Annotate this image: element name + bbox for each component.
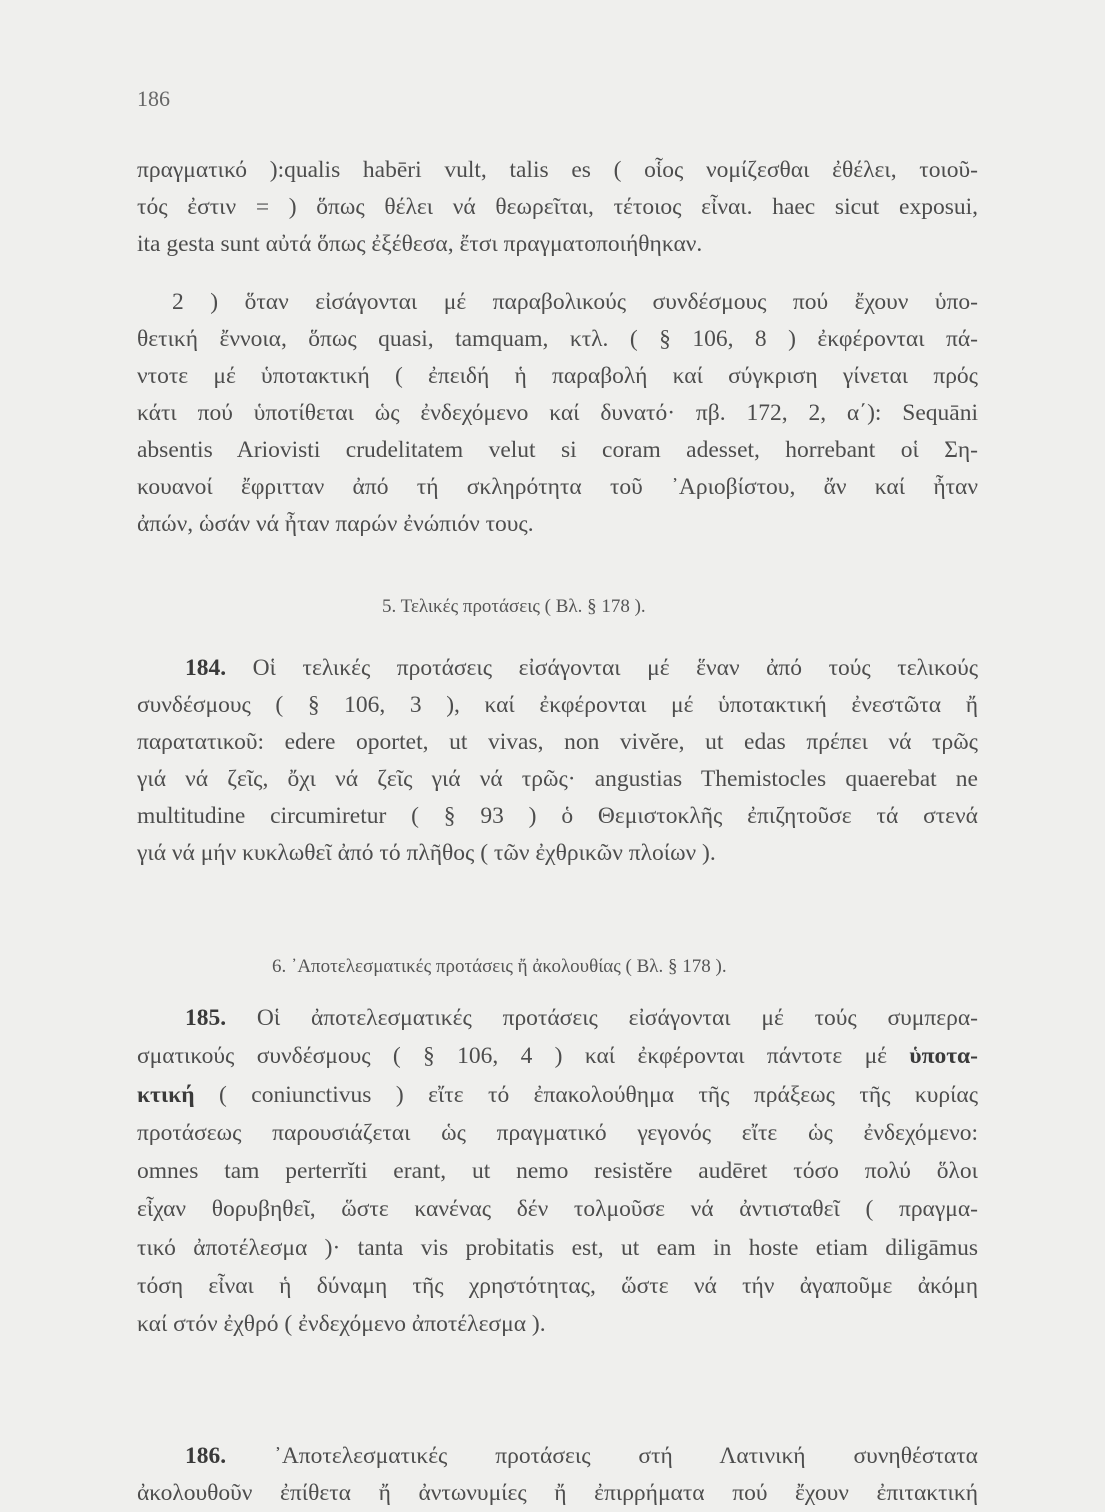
- paragraph-186: [137, 1438, 978, 1512]
- text-line: γιά νά ζεῖς, ὄχι νά ζεῖς γιά νά τρῶς· angustias Themistocles quaerebat ne: [137, 766, 978, 792]
- text-span: σματικούς συνδέσμους ( § 106, 4 ) καί ἐκφέρονται πάντοτε μέ: [137, 1043, 888, 1070]
- paragraph-number: 186.: [185, 1443, 227, 1469]
- paragraph-185: [137, 999, 978, 1344]
- text-line: ἀπών, ὡσάν νά ἦταν παρών ἐνώπιόν τους.: [137, 511, 534, 537]
- text-line: τικό ἀποτέλεσμα )· tanta vis probitatis est, ut eam in hoste etiam diligāmus: [137, 1234, 978, 1261]
- text-line: γιά νά μήν κυκλωθεῖ ἀπό τό πλῆθος ( τῶν ἐχθρικῶν πλοίων ).: [137, 840, 716, 866]
- text-line: [137, 999, 978, 1037]
- text-line: κάτι πού ὑποτίθεται ὡς ἐνδεχόμενο καί δυνατό· πβ. 172, 2, α΄): Sequāni: [137, 400, 978, 426]
- text-line: [137, 1037, 978, 1075]
- text-line: παρατατικοῦ: edere oportet, ut vivas, non vivĕre, ut edas πρέπει νά τρῶς: [137, 729, 978, 755]
- text-line: omnes tam perterrĭti erant, ut nemo resistĕre audēret τόσο πολύ ὅλοι: [137, 1158, 978, 1185]
- text-span: Οἱ ἀποτελεσματικές προτάσεις εἰσάγονται μέ τούς συμπερα-: [256, 1005, 979, 1031]
- text-line: προτάσεως παρουσιάζεται ὡς πραγματικό γεγονός εἴτε ὡς ἐνδεχόμενο:: [137, 1119, 978, 1146]
- text-line: εἶχαν θορυβηθεῖ, ὥστε κανένας δέν τολμοῦσε νά ἀντισταθεῖ ( πραγμα-: [137, 1196, 978, 1223]
- text-line: 2 ) ὅταν εἰσάγονται μέ παραβολικούς συνδέσμους πού ἔχουν ὑπο-: [172, 289, 978, 315]
- text-line: τόση εἶναι ἡ δύναμη τῆς χρηστότητας, ὥστε νά τήν ἀγαποῦμε ἀκόμη: [137, 1273, 978, 1300]
- text-line: [137, 650, 978, 687]
- paragraph-number: 185.: [185, 1005, 227, 1031]
- text-span: ( coniunctivus ) εἴτε τό ἐπακολούθημα τῆς πράξεως τῆς κυρίας: [219, 1081, 979, 1108]
- text-line: ita gesta sunt αὐτά ὅπως ἐξέθεσα, ἔτσι πραγματοποιήθηκαν.: [137, 231, 703, 257]
- paragraph-point-2: [137, 284, 978, 543]
- text-span: ᾿Αποτελεσματικές προτάσεις στή Λατινική συνηθέστατα: [274, 1443, 978, 1469]
- text-line: multitudine circumiretur ( § 93 ) ὁ Θεμιστοκλῆς ἐπιζητοῦσε τά στενά: [137, 803, 978, 829]
- text-line: absentis Ariovisti crudelitatem velut si coram adesset, horrebant οἱ Ση-: [137, 437, 978, 463]
- text-line: [137, 1438, 978, 1475]
- text-line: ἀκολουθοῦν ἐπίθετα ἤ ἀντωνυμίες ἤ ἐπιρρήματα πού ἔχουν ἐπιτακτική: [137, 1480, 978, 1506]
- text-span: Οἱ τελικές προτάσεις εἰσάγονται μέ ἕναν ἀπό τούς τελικούς: [252, 655, 979, 681]
- text-line: [137, 1076, 978, 1114]
- bold-term: κτική: [137, 1081, 195, 1108]
- text-line: πραγματικό ):qualis habēri vult, talis es ( οἷος νομίζεσθαι ἐθέλει, τοιοῦ-: [137, 157, 978, 183]
- text-line: τός ἐστιν = ) ὅπως θέλει νά θεωρεῖται, τέτοιος εἶναι. haec sicut exposui,: [137, 194, 978, 220]
- text-line: θετική ἔννοια, ὅπως quasi, tamquam, κτλ. ( § 106, 8 ) ἐκφέρονται πά-: [137, 326, 978, 352]
- paragraph-184: [137, 650, 978, 872]
- text-line: ντοτε μέ ὑποτακτική ( ἐπειδή ἡ παραβολή καί σύγκριση γίνεται πρός: [137, 363, 978, 389]
- bold-term: ὑποτα-: [909, 1043, 978, 1070]
- page-number: 186: [137, 86, 170, 111]
- text-line: συνδέσμους ( § 106, 3 ), καί ἐκφέρονται μέ ὑποτακτική ἐνεστῶτα ἤ: [137, 692, 978, 718]
- paragraph-number: 184.: [185, 655, 227, 681]
- paragraph-continuation: [137, 152, 978, 263]
- section-heading-5: 5. Τελικές προτάσεις ( Βλ. § 178 ).: [382, 596, 646, 617]
- text-line: κουανοί ἔφριτταν ἀπό τή σκληρότητα τοῦ ᾿Αριοβίστου, ἄν καί ἦταν: [137, 474, 978, 500]
- text-line: καί στόν ἐχθρό ( ἐνδεχόμενο ἀποτέλεσμα ).: [137, 1311, 546, 1338]
- section-heading-6: 6. ᾿Αποτελεσματικές προτάσεις ἤ ἀκολουθίας ( Βλ. § 178 ).: [272, 956, 727, 977]
